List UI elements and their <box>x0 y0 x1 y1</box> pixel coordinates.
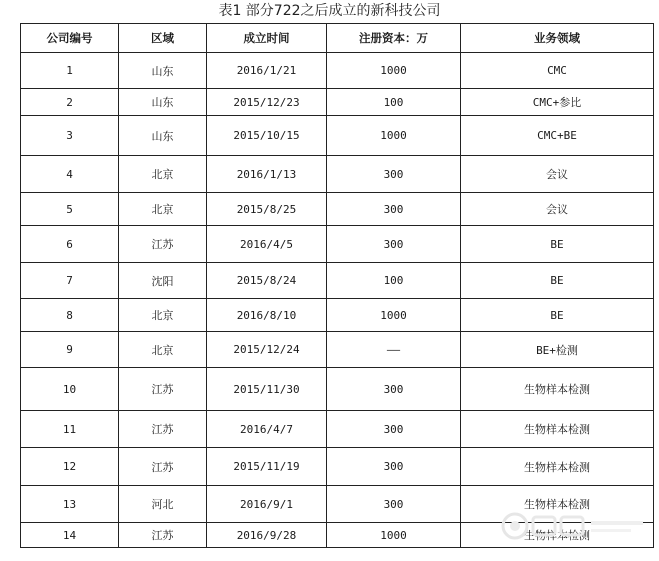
header-founded-date: 成立时间 <box>207 24 327 53</box>
founded-date-cell: 2016/8/10 <box>207 299 327 332</box>
company-id-cell: 11 <box>21 411 119 448</box>
registered-capital-cell: 300 <box>327 448 461 486</box>
company-id-cell: 3 <box>21 116 119 156</box>
founded-date-cell: 2015/12/23 <box>207 89 327 116</box>
company-id-cell: 5 <box>21 193 119 226</box>
table-row <box>21 299 654 332</box>
registered-capital-cell: 1000 <box>327 523 461 548</box>
region-cell: 北京 <box>119 299 207 332</box>
header-row <box>21 24 654 53</box>
header-company-id: 公司编号 <box>21 24 119 53</box>
region-cell: 沈阳 <box>119 263 207 299</box>
table-row <box>21 89 654 116</box>
business-area-cell: 会议 <box>461 156 654 193</box>
registered-capital-cell: 1000 <box>327 53 461 89</box>
founded-date-cell: 2016/9/28 <box>207 523 327 548</box>
region-cell: 江苏 <box>119 411 207 448</box>
business-area-cell: 生物样本检测 <box>461 411 654 448</box>
business-area-cell: 会议 <box>461 193 654 226</box>
registered-capital-cell: 1000 <box>327 116 461 156</box>
company-id-cell: 6 <box>21 226 119 263</box>
table-row <box>21 226 654 263</box>
business-area-cell: CMC+参比 <box>461 89 654 116</box>
business-area-cell: BE <box>461 226 654 263</box>
business-area-cell: CMC <box>461 53 654 89</box>
business-area-cell: 生物样本检测 <box>461 523 654 548</box>
region-cell: 江苏 <box>119 226 207 263</box>
registered-capital-cell: —— <box>327 332 461 368</box>
founded-date-cell: 2016/1/21 <box>207 53 327 89</box>
company-id-cell: 12 <box>21 448 119 486</box>
region-cell: 北京 <box>119 156 207 193</box>
business-area-cell: 生物样本检测 <box>461 486 654 523</box>
founded-date-cell: 2015/8/25 <box>207 193 327 226</box>
table-row <box>21 411 654 448</box>
business-area-cell: CMC+BE <box>461 116 654 156</box>
founded-date-cell: 2016/4/7 <box>207 411 327 448</box>
registered-capital-cell: 100 <box>327 89 461 116</box>
registered-capital-cell: 300 <box>327 411 461 448</box>
region-cell: 山东 <box>119 89 207 116</box>
founded-date-cell: 2016/9/1 <box>207 486 327 523</box>
table-row <box>21 116 654 156</box>
registered-capital-cell: 300 <box>327 156 461 193</box>
company-id-cell: 1 <box>21 53 119 89</box>
table-row <box>21 53 654 89</box>
registered-capital-cell: 100 <box>327 263 461 299</box>
table-row <box>21 193 654 226</box>
table-body <box>21 53 654 548</box>
region-cell: 江苏 <box>119 368 207 411</box>
business-area-cell: BE <box>461 263 654 299</box>
founded-date-cell: 2015/11/30 <box>207 368 327 411</box>
founded-date-cell: 2015/12/24 <box>207 332 327 368</box>
business-area-cell: BE <box>461 299 654 332</box>
founded-date-cell: 2016/4/5 <box>207 226 327 263</box>
registered-capital-cell: 300 <box>327 226 461 263</box>
company-id-cell: 10 <box>21 368 119 411</box>
region-cell: 北京 <box>119 193 207 226</box>
founded-date-cell: 2016/1/13 <box>207 156 327 193</box>
table-caption: 表1 部分722之后成立的新科技公司 <box>218 3 441 19</box>
region-cell: 山东 <box>119 53 207 89</box>
company-id-cell: 9 <box>21 332 119 368</box>
company-id-cell: 4 <box>21 156 119 193</box>
business-area-cell: 生物样本检测 <box>461 368 654 411</box>
table-row <box>21 486 654 523</box>
business-area-cell: 生物样本检测 <box>461 448 654 486</box>
header-region: 区域 <box>119 24 207 53</box>
region-cell: 江苏 <box>119 448 207 486</box>
registered-capital-cell: 1000 <box>327 299 461 332</box>
table-row <box>21 448 654 486</box>
table-row <box>21 523 654 548</box>
company-id-cell: 2 <box>21 89 119 116</box>
region-cell: 北京 <box>119 332 207 368</box>
header-business-area: 业务领域 <box>461 24 654 53</box>
table-row <box>21 263 654 299</box>
company-table <box>20 23 654 548</box>
founded-date-cell: 2015/10/15 <box>207 116 327 156</box>
founded-date-cell: 2015/8/24 <box>207 263 327 299</box>
table-row <box>21 368 654 411</box>
region-cell: 河北 <box>119 486 207 523</box>
registered-capital-cell: 300 <box>327 486 461 523</box>
company-id-cell: 13 <box>21 486 119 523</box>
registered-capital-cell: 300 <box>327 193 461 226</box>
company-id-cell: 7 <box>21 263 119 299</box>
company-id-cell: 8 <box>21 299 119 332</box>
company-id-cell: 14 <box>21 523 119 548</box>
header-registered-capital: 注册资本：万 <box>327 24 461 53</box>
region-cell: 山东 <box>119 116 207 156</box>
table-row <box>21 332 654 368</box>
founded-date-cell: 2015/11/19 <box>207 448 327 486</box>
business-area-cell: BE+检测 <box>461 332 654 368</box>
registered-capital-cell: 300 <box>327 368 461 411</box>
table-row <box>21 156 654 193</box>
region-cell: 江苏 <box>119 523 207 548</box>
